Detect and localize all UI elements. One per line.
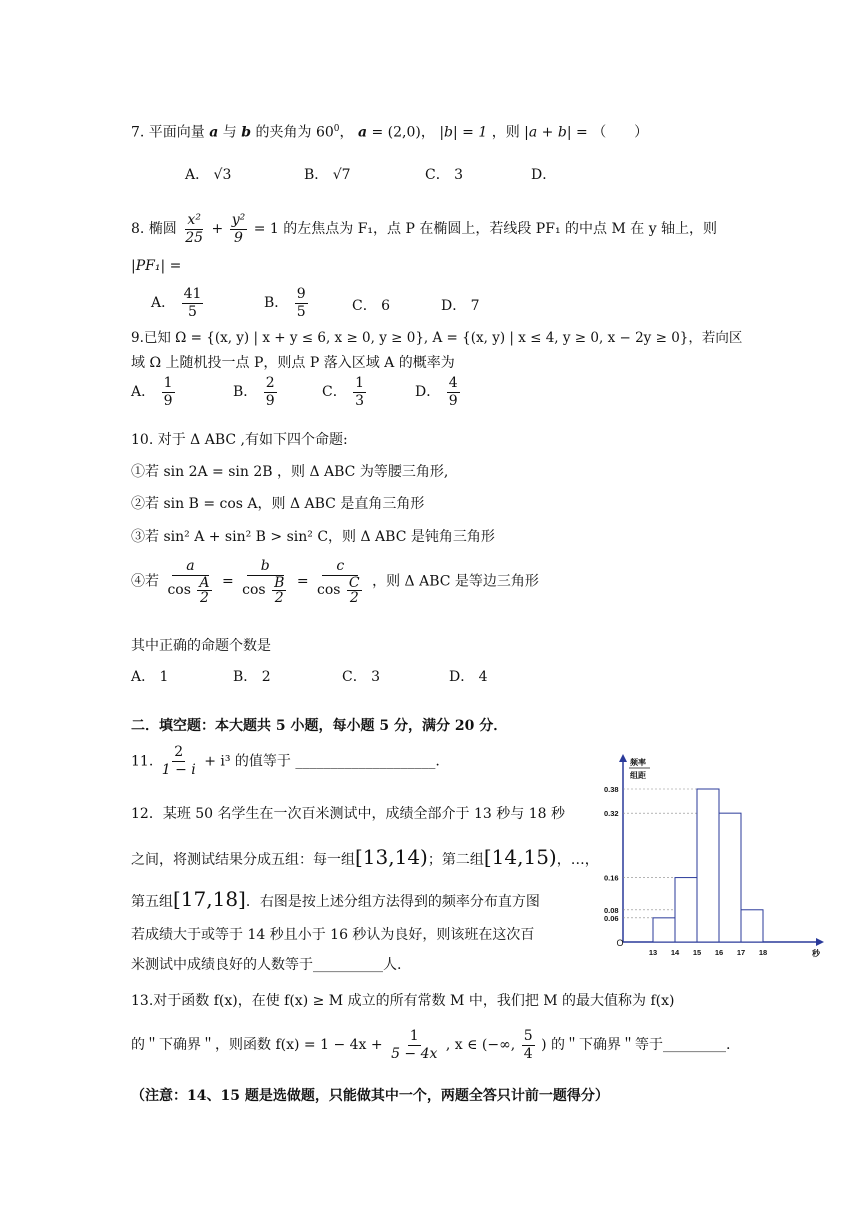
y-axis-label-bottom: 组距 xyxy=(630,771,646,780)
q10-question: 其中正确的命题个数是 xyxy=(131,638,271,654)
q10-half-c-num: C xyxy=(348,575,360,591)
y-tick-label-3: 0.08 xyxy=(604,905,619,915)
q9-a-den: 9 xyxy=(163,393,173,409)
q7-paren: （ ） xyxy=(592,124,649,141)
q7-vector-a-2: a xyxy=(357,124,368,141)
q7-vector-b: b xyxy=(241,124,252,141)
q8-a-num: 41 xyxy=(183,286,202,302)
q9-d-label: D． xyxy=(415,384,441,400)
q10-frac-a-num: a xyxy=(172,558,208,576)
q9-option-b xyxy=(233,375,279,410)
q9-c-label: C． xyxy=(322,384,347,400)
x-tick-label-13: 13 xyxy=(648,948,658,957)
bar-16 xyxy=(719,813,741,942)
q10-proposition-3: ③若 sin² A + sin² B > sin² C，则 Δ ABC 是钝角三角形 xyxy=(131,529,495,545)
q8-fraction-y xyxy=(230,212,248,247)
q7-angle-text: 的夹角为 xyxy=(255,124,312,141)
q8-a-fraction xyxy=(182,286,204,321)
q9-option-a xyxy=(131,375,177,410)
y-axis-arrow xyxy=(619,754,627,762)
q10-frac-b xyxy=(240,558,290,605)
bar-14 xyxy=(675,878,697,942)
q8-a-label: A． xyxy=(151,295,176,311)
q9-d-num: 4 xyxy=(448,375,458,391)
y-tick-label-0: 0.38 xyxy=(604,785,619,794)
q10-eq-1: = xyxy=(221,573,234,590)
q7-then: ，则 xyxy=(491,124,520,141)
q8-option-a xyxy=(151,286,205,321)
q8-f1-num: x² xyxy=(187,212,201,228)
q7-sum-norm: |a + b| = xyxy=(524,124,588,141)
q10-proposition-2: ②若 sin B = cos A，则 Δ ABC 是直角三角形 xyxy=(131,496,425,512)
q8-a-den: 5 xyxy=(188,304,197,320)
q10-option-a: A． 1 xyxy=(131,669,169,685)
q13-frac-den: 5 − 4x xyxy=(391,1046,438,1062)
q8-option-b xyxy=(264,286,310,321)
x-axis-label: 秒 xyxy=(812,949,820,958)
x-tick-label-15: 15 xyxy=(692,948,702,957)
q7-with: 与 xyxy=(222,124,237,141)
q8-fraction-x xyxy=(183,212,205,247)
q8-option-d: D． 7 xyxy=(441,298,480,314)
q7-option-a: A． √3 xyxy=(185,167,232,183)
q9-a-label: A． xyxy=(131,384,156,400)
q12-line2-b: ；第二组 xyxy=(427,852,484,868)
q10-option-d: D． 4 xyxy=(449,669,488,685)
q12-line2-a: 之间，将测试结果分成五组：每一组 xyxy=(131,852,355,868)
q10-frac-c-den xyxy=(315,576,366,605)
y-tick-label-2: 0.16 xyxy=(604,873,619,883)
x-tick-label-18: 18 xyxy=(758,948,768,957)
q10-p4-post: ，则 Δ ABC 是等边三角形 xyxy=(372,573,539,590)
q10-frac-b-den xyxy=(240,576,290,605)
q10-half-a xyxy=(197,576,211,605)
q9-c-num: 1 xyxy=(355,375,365,391)
q10-frac-c xyxy=(315,558,366,605)
q7-option-d: D． xyxy=(531,167,557,183)
q10-stem: 10. 对于 Δ ABC ,有如下四个命题: xyxy=(131,432,348,448)
bar-15 xyxy=(697,789,719,942)
q8-rest: 的左焦点为 F₁，点 P 在椭圆上，若线段 PF₁ 的中点 M 在 y 轴上，则 xyxy=(283,221,718,237)
q10-cos-a: cos xyxy=(167,582,191,598)
q8-b-label: B． xyxy=(264,295,289,311)
q10-frac-b-num: b xyxy=(247,558,284,576)
q10-option-b: B． 2 xyxy=(233,669,271,685)
q8-f2-den: 9 xyxy=(234,230,243,246)
q8-equals: = 1 xyxy=(253,221,279,237)
q8-f2-num: y² xyxy=(231,212,246,228)
frequency-histogram xyxy=(598,752,828,964)
q12-line3-b: ．右图是按上述分组方法得到的频率分布直方图 xyxy=(245,894,540,910)
q13-interval-num: 5 xyxy=(523,1028,533,1044)
x-tick-label-16: 16 xyxy=(714,948,724,957)
section-2-heading: 二．填空题：本大题共 5 小题，每小题 5 分，满分 20 分． xyxy=(131,718,508,734)
bar-17 xyxy=(741,910,763,942)
q13-frac-num: 1 xyxy=(409,1028,419,1044)
q11-post: + i³ 的值等于 xyxy=(204,753,291,770)
q7-angle: 60 xyxy=(315,124,334,141)
q7-option-c: C． 3 xyxy=(425,167,464,183)
q12-line2 xyxy=(131,847,599,870)
q12-group-1: [13,14) xyxy=(355,845,428,869)
elective-note: （注意：14、15 题是选做题，只能做其中一个，两题全答只计前一题得分） xyxy=(131,1088,609,1104)
q13-line2 xyxy=(131,1028,730,1063)
q8-f1-den: 25 xyxy=(185,230,204,246)
q9-b-fraction xyxy=(264,375,277,410)
q12-line2-c: ，…， xyxy=(556,852,599,868)
q13-interval-fraction xyxy=(522,1028,535,1063)
q9-option-c xyxy=(322,375,368,410)
q10-proposition-1: ①若 sin 2A = sin 2B ，则 Δ ABC 为等腰三角形, xyxy=(131,464,449,480)
y-axis-label-top: 频率 xyxy=(630,758,646,767)
q10-frac-c-num: c xyxy=(322,558,358,576)
q12-group-2: [14,15) xyxy=(483,845,557,869)
q8-b-num: 9 xyxy=(296,286,306,302)
q8-option-c: C． 6 xyxy=(352,298,391,314)
q10-cos-b: cos xyxy=(242,582,266,598)
origin-label: O xyxy=(616,938,624,948)
q10-option-c: C． 3 xyxy=(342,669,381,685)
q7-stem-text: 7. 平面向量 xyxy=(131,124,205,141)
q9-a-fraction xyxy=(162,375,175,410)
q9-d-fraction xyxy=(447,375,460,410)
q13-line1: 13.对于函数 f(x)，在使 f(x) ≥ M 成立的所有常数 M 中，我们把 M 的最大值称为 f(x) xyxy=(131,993,675,1009)
q9-b-label: B． xyxy=(233,384,258,400)
q12-line3-a: 第五组 xyxy=(131,894,173,910)
q12-line3 xyxy=(131,889,540,912)
q9-line2: 域 Ω 上随机投一点 P，则点 P 落入区域 A 的概率为 xyxy=(131,355,455,371)
q11-den: 1 − i xyxy=(161,762,196,778)
q7-a-value: = (2,0) xyxy=(371,124,421,141)
x-tick-label-17: 17 xyxy=(736,948,746,957)
q9-c-den: 3 xyxy=(355,393,365,409)
q8-plus: + xyxy=(211,221,224,237)
q9-line1: 9.已知 Ω = {(x, y) | x + y ≤ 6, x ≥ 0, y ≥ 0}, A = {(x, y) | x ≤ 4, y ≥ 0, x − 2y ≥ 0}，若向区 xyxy=(131,330,743,346)
q11-blank: ____________________. xyxy=(295,753,440,770)
q10-cos-c: cos xyxy=(317,582,341,598)
q10-p4-pre: ④若 xyxy=(131,573,159,590)
q10-frac-a xyxy=(165,558,215,605)
q8-stem-text: 8. 椭圆 xyxy=(131,221,177,237)
q13-line2-b: , x ∈ (−∞, xyxy=(445,1037,516,1053)
q8-stem xyxy=(131,212,717,247)
q9-b-num: 2 xyxy=(265,375,275,391)
q12-group-5: [17,18] xyxy=(173,887,246,911)
q9-c-fraction xyxy=(353,375,366,410)
q11 xyxy=(131,744,440,779)
q7-vector-a: a xyxy=(209,124,219,141)
q12-line5: 米测试中成绩良好的人数等于__________人. xyxy=(131,957,402,973)
q9-option-d xyxy=(415,375,462,410)
y-tick-label-1: 0.32 xyxy=(604,809,619,819)
q10-proposition-4 xyxy=(131,558,539,605)
q7-stem: 7. 平面向量 a 与 b 的夹角为 $60^0$， a = (2,0)， |b| = 1 ，则 |a + b| = （ ） xyxy=(131,124,649,141)
q8-b-den: 5 xyxy=(296,304,306,320)
q10-half-a-den: 2 xyxy=(199,590,209,606)
q11-num: 2 xyxy=(174,744,184,760)
q10-half-b-num: B xyxy=(274,575,285,591)
q10-frac-a-den xyxy=(165,576,215,605)
q11-number: 11. xyxy=(131,753,154,770)
q13-line2-c: ) 的＂下确界＂等于_________. xyxy=(541,1037,731,1053)
y-tick-label-4: 0.06 xyxy=(604,913,619,923)
q8-line2: |PF₁| = xyxy=(131,258,182,274)
q11-fraction xyxy=(160,744,198,779)
x-axis-arrow xyxy=(816,938,824,946)
q7-b-norm: |b| = 1 xyxy=(439,124,488,141)
q10-half-b xyxy=(272,576,286,605)
q13-line2-a: 的＂下确界＂，则函数 f(x) = 1 − 4x + xyxy=(131,1037,383,1053)
q9-a-num: 1 xyxy=(163,375,173,391)
q13-interval-den: 4 xyxy=(523,1046,533,1062)
q12-line1: 12．某班 50 名学生在一次百米测试中，成绩全部介于 13 秒与 18 秒 xyxy=(131,806,565,822)
q7-option-b: B． √7 xyxy=(304,167,351,183)
q13-fraction xyxy=(389,1028,439,1063)
q10-eq-2: = xyxy=(296,573,309,590)
bar-13 xyxy=(653,918,675,942)
q9-d-den: 9 xyxy=(448,393,458,409)
q7-degree: 0 xyxy=(333,124,340,134)
q12-line4: 若成绩大于或等于 14 秒且小于 16 秒认为良好，则该班在这次百 xyxy=(131,927,535,943)
q10-half-c xyxy=(347,576,362,605)
q9-b-den: 9 xyxy=(265,393,275,409)
q10-half-a-num: A xyxy=(199,575,210,591)
q10-half-c-den: 2 xyxy=(349,590,359,606)
x-tick-label-14: 14 xyxy=(670,948,680,957)
q10-half-b-den: 2 xyxy=(274,590,284,606)
q8-b-fraction xyxy=(295,286,308,321)
